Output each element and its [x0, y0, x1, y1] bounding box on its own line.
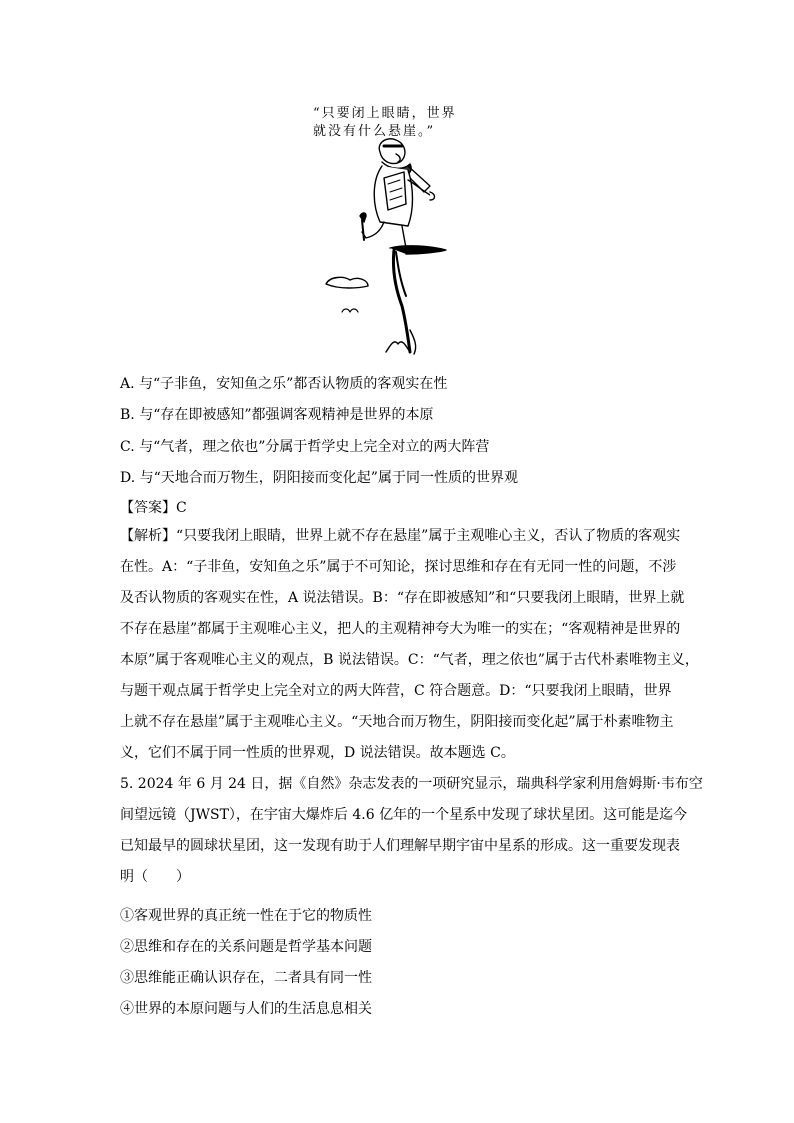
statement-1: ①客观世界的真正统一性在于它的物质性	[120, 908, 372, 924]
analysis-line: 上就不存在悬崖”属于主观唯心主义。“天地合而万物生，阴阳接而变化起”属于朴素唯物主	[120, 714, 674, 730]
cartoon-caption-line1: “只要闭上眼睛，世界	[313, 106, 457, 121]
analysis-line: 义，它们不属于同一性质的世界观，D 说法错误。故本题选 C。	[120, 745, 515, 761]
statement-4: ④世界的本原问题与人们的生活息息相关	[120, 1001, 372, 1017]
question-line: 已知最早的圆球状星团，这一发现有助于人们理解早期宇宙中星系的形成。这一重要发现表	[120, 838, 680, 854]
analysis-line: 本原”属于客观唯心主义的观点，B 说法错误。C：“气者，理之依也”属于古代朴素唯物主义，	[120, 652, 699, 668]
option-c: C. 与“气者，理之依也”分属于哲学史上完全对立的两大阵营	[120, 439, 490, 455]
cartoon-illustration	[310, 100, 490, 362]
analysis-paragraph	[120, 521, 699, 769]
analysis-line: 【解析】“只要我闭上眼睛，世界上就不存在悬崖”属于主观唯心主义，否认了物质的客观实	[120, 528, 681, 544]
question-line: 5. 2024 年 6 月 24 日，据《自然》杂志发表的一项研究显示，瑞典科学家利用詹姆斯·韦布空	[120, 776, 703, 792]
option-b: B. 与“存在即被感知”都强调客观精神是世界的本原	[120, 407, 434, 423]
cartoon-caption-line2: 就没有什么悬崖。”	[313, 124, 436, 139]
question-line: 明（ ）	[120, 869, 190, 885]
question-line: 间望远镜（JWST），在宇宙大爆炸后 4.6 亿年的一个星系中发现了球状星团。这可能是迄今	[120, 807, 688, 823]
analysis-line: 及否认物质的客观实在性，A 说法错误。B：“存在即被感知”和“只要我闭上眼睛，世界上就	[120, 590, 685, 606]
analysis-line: 与题干观点属于哲学史上完全对立的两大阵营，C 符合题意。D：“只要我闭上眼睛，世界	[120, 683, 672, 699]
statement-2: ②思维和存在的关系问题是哲学基本问题	[120, 939, 372, 955]
option-d: D. 与“天地合而万物生，阴阳接而变化起”属于同一性质的世界观	[120, 470, 518, 486]
analysis-line: 不存在悬崖”都属于主观唯心主义，把人的主观精神夸大为唯一的实在；“客观精神是世界的	[120, 621, 681, 637]
option-a: A. 与“子非鱼，安知鱼之乐”都否认物质的客观实在性	[120, 376, 448, 392]
analysis-line: 在性。A：“子非鱼，安知鱼之乐”属于不可知论，探讨思维和存在有无同一性的问题，不涉	[120, 559, 677, 575]
answer: 【答案】C	[120, 500, 187, 516]
question-5	[120, 769, 703, 893]
statement-3: ③思维能正确认识存在，二者具有同一性	[120, 970, 372, 986]
